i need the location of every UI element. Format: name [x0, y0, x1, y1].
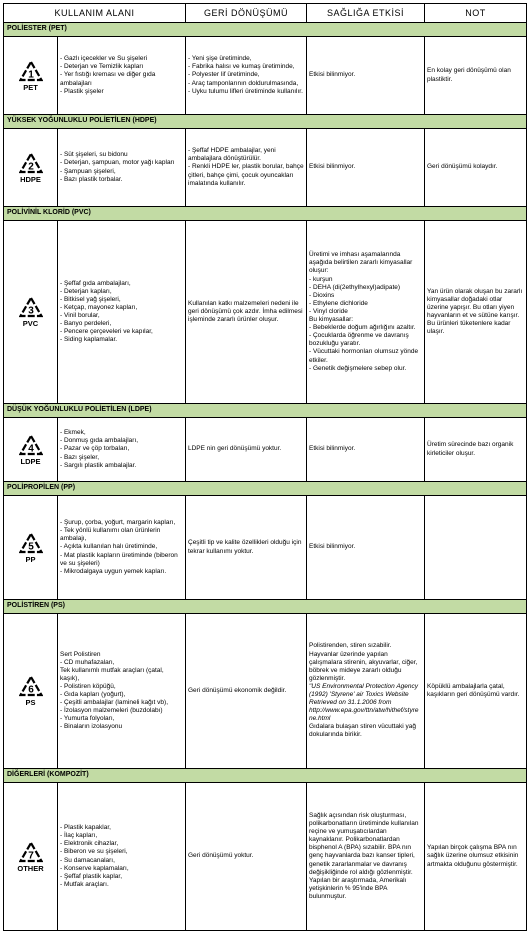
usage-cell-line: - Binaların izolasyonu — [60, 723, 123, 731]
section-title: POLİESTER (PET) — [4, 23, 527, 37]
health-cell-line: - Bebeklerde doğum ağırlığını azaltır. — [309, 324, 416, 332]
recycling-cell-line: LDPE nin geri dönüşümü yoktur. — [188, 445, 282, 453]
resin-code-label: PP — [25, 554, 36, 564]
header-usage: KULLANIM ALANI — [4, 4, 186, 23]
usage-cell-line: - Deterjan, şampuan, motor yağı kapları — [60, 159, 175, 167]
usage-cell-line: - Ketçap, mayonez kapları, — [60, 303, 138, 311]
health-cell-line: "US Environmental Protection Agency (1992) 'Styrene' air Toxics Website Retrieved on 31.1.2006 from http://www.epa.gov/ttn/atw/hithef/styrene.html — [309, 682, 419, 723]
resin-symbol — [4, 496, 58, 600]
health-cell-line: Etkisi bilinmiyor. — [309, 163, 356, 171]
resin-code-label: PVC — [22, 319, 39, 328]
section-title: POLİVİNİL KLORİD (PVC) — [4, 207, 527, 221]
section-title: DİĞERLERİ (KOMPOZİT) — [4, 769, 527, 783]
plastics-table — [3, 3, 527, 931]
resin-code-number: 6 — [27, 684, 34, 696]
health-cell-line: - kurşun — [309, 275, 333, 283]
health-cell — [307, 37, 425, 115]
usage-cell-line: - Yer fıstığı kreması ve diğer gıda ambalajları — [60, 71, 156, 87]
section-row — [4, 23, 527, 37]
usage-cell-line: - Mikrodalgaya uygun yemek kapları. — [60, 567, 167, 575]
usage-cell — [58, 129, 186, 207]
table-row — [4, 418, 527, 482]
usage-cell-line: - Tek yönlü kullanımı olan ürünlerin ambalajı, — [60, 527, 161, 543]
note-cell: Yapılan birçok çalışma BPA nın sağlık üzerine olumsuz etkisinin artmakta olduğunu göstermiştir. — [425, 783, 527, 931]
usage-cell-line: - Biberon ve su şişeleri, — [60, 848, 128, 856]
usage-cell — [58, 37, 186, 115]
note-cell: Yan ürün olarak oluşan bu zararlı kimyasallar doğadaki otlar üzerine yapışır. Bu otları yiyen hayvanların et ve sütüne karışır. Bu ürünleri tüketenlere kadar ulaşır. — [425, 221, 527, 404]
resin-code-number: 3 — [27, 305, 34, 317]
health-cell-line: Gıdalara bulaşan stiren vücuttaki yağ dokularında birikir. — [309, 723, 416, 739]
resin-symbol — [4, 129, 58, 207]
usage-cell-line: - Şampuan şişeleri, — [60, 167, 116, 175]
table-row — [4, 221, 527, 404]
table-row — [4, 37, 527, 115]
resin-code-label: HDPE — [20, 174, 41, 184]
section-row — [4, 600, 527, 614]
recycling-cell-line: - Fabrika halısı ve kumaş üretiminde, — [188, 63, 295, 71]
usage-cell-line: - Plastik kapaklar, — [60, 824, 111, 832]
usage-cell-line: - Sargılı plastik ambalajlar. — [60, 461, 137, 469]
usage-cell-line: - Konserve kaplamaları, — [60, 864, 129, 872]
recycling-cell-line: - Renkli HDPE ler, plastik borular, bahçe çitleri, bahçe çimi, çocuk oyuncakları imalatında kullanılır. — [188, 163, 304, 187]
note-cell: En kolay geri dönüşümü olan plastiktir. — [425, 37, 527, 115]
section-row — [4, 207, 527, 221]
resin-code-number: 7 — [27, 850, 34, 861]
usage-cell-line: - Mat plastik kapların üretiminde (biberon ve su şişeleri) — [60, 551, 178, 567]
recycling-cell — [186, 614, 307, 769]
resin-code-number: 2 — [27, 161, 34, 172]
health-cell-line: - Çocuklarda öğrenme ve davranış bozukluğu yaratır. — [309, 332, 409, 348]
usage-cell-line: - Şurup, çorba, yoğurt, margarin kapları, — [60, 519, 176, 527]
recycle-triangle-icon — [19, 841, 43, 863]
note-cell: Geri dönüşümü kolaydır. — [425, 129, 527, 207]
usage-cell-line: - CD muhafazaları, — [60, 658, 115, 666]
table-row — [4, 496, 527, 600]
health-cell — [307, 418, 425, 482]
resin-symbol — [4, 418, 58, 482]
usage-cell-line: - Ekmek, — [60, 429, 86, 437]
recycling-cell-line: - Araç tamponlarının doldurulmasında, — [188, 79, 299, 87]
recycling-cell — [186, 418, 307, 482]
usage-cell — [58, 418, 186, 482]
usage-cell-line: - Pazar ve çöp torbaları, — [60, 445, 130, 453]
recycle-triangle-icon — [19, 60, 43, 82]
usage-cell-line: - İlaç kapları, — [60, 832, 98, 840]
header-health-effect: SAĞLIĞA ETKİSİ — [307, 4, 425, 23]
health-cell-line: Etkisi bilinmiyor. — [309, 445, 356, 453]
usage-cell-line: - Elektronik cihazlar, — [60, 840, 119, 848]
section-row — [4, 769, 527, 783]
recycling-cell-line: - Yeni şişe üretiminde, — [188, 55, 252, 63]
usage-cell-line: - Deterjan ve Temizlik kapları — [60, 63, 144, 71]
health-cell-line: Bu kimyasallar: — [309, 316, 354, 324]
usage-cell-line: - Gazlı içecekler ve Su şişeleri — [60, 55, 148, 63]
usage-cell-line: - Yumurta folyoları, — [60, 715, 115, 723]
usage-cell-line: - Süt şişeleri, su bidonu — [60, 151, 128, 159]
resin-symbol — [4, 783, 58, 931]
health-cell-line: Etkisi bilinmiyor. — [309, 543, 356, 551]
resin-code-number: 1 — [27, 69, 34, 80]
recycling-cell — [186, 129, 307, 207]
table-row — [4, 614, 527, 769]
health-cell-line: - DEHA (di(2ethylhexyl)adipate) — [309, 283, 401, 291]
recycle-triangle-icon — [19, 152, 43, 174]
health-cell-line: Polistirenden, stiren sızabilir. Hayvanlar üzerinde yapılan çalışmalara stirenin, akyuvarlar, ciğer, böbrek ve mideye zararlı olduğu gözlenmiştir. — [309, 642, 418, 682]
usage-cell-line: - Bitkisel yağ şişeleri, — [60, 295, 121, 303]
usage-cell — [58, 614, 186, 769]
usage-cell-line: - Şeffaf plastik kaplar, — [60, 872, 123, 880]
recycle-triangle-icon — [19, 532, 43, 554]
usage-cell-line: - Mutfak araçları. — [60, 880, 109, 888]
usage-cell — [58, 783, 186, 931]
health-cell-line: Sağlık açısından risk oluşturması, polikarbonatların üretiminde kullanılan reçine ve yumuşatıcılardan kaynaklanır. Polikarbonatlardan bisphenol A (BPA) sızabilir. BPA nın genç hayvanlarda bazı kanser tipleri, genetik zararlanmalar ve davranış değişikliğinde rol aldığı gözlenmiştir. — [309, 811, 419, 876]
resin-symbol — [4, 614, 58, 769]
usage-cell-line: - Bazı şişeler, — [60, 453, 100, 461]
section-row — [4, 115, 527, 129]
section-row — [4, 404, 527, 418]
recycling-cell-line: Çeşitli tip ve kalite özellikleri olduğu için tekrar kullanımı yoktur. — [188, 539, 302, 555]
health-cell — [307, 496, 425, 600]
recycling-cell-line: Geri dönüşümü yoktur. — [188, 852, 254, 860]
header-recycling: GERİ DÖNÜŞÜMÜ — [186, 4, 307, 23]
recycle-triangle-icon — [19, 296, 43, 318]
health-cell — [307, 221, 425, 404]
usage-cell-line: - Gıda kapları (yoğurt), — [60, 691, 126, 698]
usage-cell-line: - Su damacanaları, — [60, 856, 115, 864]
usage-cell-line: - Pencere çerçeveleri ve kapılar, — [60, 328, 153, 336]
usage-cell-line: Tek kullanımlı mutfak araçları (çatal, kaşık), — [60, 666, 164, 682]
usage-cell — [58, 496, 186, 600]
usage-cell-line: - Çeşitli ambalajlar (lamineli kağıt vb), — [60, 699, 169, 707]
recycling-cell — [186, 496, 307, 600]
usage-cell-line: - Donmuş gıda ambalajları, — [60, 437, 139, 445]
resin-code-label: PET — [23, 82, 38, 92]
health-cell-line: - Dioxins — [309, 291, 335, 299]
health-cell-line: Yapılan bir araştırmada, Amerikalı yetişkinlerin % 95'inde BPA bulunmuştur. — [309, 876, 407, 900]
usage-cell-line: - Banyo perdeleri, — [60, 320, 112, 328]
health-cell — [307, 129, 425, 207]
recycling-cell — [186, 37, 307, 115]
usage-cell-line: - Deterjan kapları, — [60, 287, 112, 295]
recycling-cell-line: - Uyku tulumu lifleri üretiminde kullanılır. — [188, 87, 303, 95]
usage-cell-line: - Açıkta kullanılan halı üretiminde, — [60, 543, 158, 551]
resin-code-number: 4 — [27, 443, 34, 454]
usage-cell-line: Sert Polistiren — [60, 650, 101, 658]
recycling-cell — [186, 783, 307, 931]
section-row — [4, 482, 527, 496]
health-cell-line: Üretimi ve imhası aşamalarında aşağıda belirtilen zararlı kimyasallar oluşur: — [309, 251, 413, 275]
recycling-cell-line: - Şeffaf HDPE ambalajlar, yeni ambalajlara dönüştürülür. — [188, 147, 276, 163]
usage-cell-line: - Vinil borular, — [60, 312, 100, 319]
resin-code-label: LDPE — [20, 456, 41, 466]
recycle-triangle-icon — [19, 675, 43, 697]
usage-cell-line: - Bazı plastik torbalar. — [60, 175, 123, 183]
health-cell-line: - Vücuttaki hormonları olumsuz yönde etkiler. — [309, 348, 419, 364]
recycle-triangle-icon — [19, 434, 43, 456]
usage-cell-line: - Siding kaplamalar. — [60, 336, 118, 344]
section-title: YÜKSEK YOĞUNLUKLU POLİETİLEN (HDPE) — [4, 115, 527, 129]
resin-code-label: OTHER — [17, 863, 44, 873]
resin-code-label: PS — [25, 698, 36, 707]
header-note: NOT — [425, 4, 527, 23]
usage-cell — [58, 221, 186, 404]
section-title: DÜŞÜK YOĞUNLUKLU POLİETİLEN (LDPE) — [4, 404, 527, 418]
resin-symbol — [4, 37, 58, 115]
note-cell — [425, 496, 527, 600]
health-cell-line: - Genetik değişmelere sebep olur. — [309, 364, 407, 372]
health-cell-line: Etkisi bilinmiyor. — [309, 71, 356, 79]
recycling-cell-line: - Polyester lif üretiminde, — [188, 71, 260, 79]
resin-code-number: 5 — [27, 541, 34, 552]
health-cell-line: - Vinyl cloride — [309, 307, 348, 315]
usage-cell-line: - İzolasyon malzemeleri (buzdolabı) — [60, 707, 163, 715]
resin-symbol — [4, 221, 58, 404]
recycling-cell — [186, 221, 307, 404]
usage-cell-line: - Şeffaf gıda ambalajları, — [60, 279, 131, 287]
table-row — [4, 783, 527, 931]
health-cell-line: - Ethylene dichloride — [309, 299, 368, 307]
section-title: POLİSTİREN (PS) — [4, 600, 527, 614]
header-row — [4, 4, 527, 23]
section-title: POLİPROPİLEN (PP) — [4, 482, 527, 496]
usage-cell-line: - Plastik şişeler — [60, 87, 104, 95]
table-row — [4, 129, 527, 207]
health-cell — [307, 783, 425, 931]
usage-cell-line: - Polistiren köpüğü, — [60, 682, 116, 690]
recycling-cell-line: Kullanılan katkı malzemeleri nedeni ile geri dönüşümü çok azdır. İmha edilmesi işleminde zararlı ürünler oluşur. — [188, 299, 303, 324]
health-cell — [307, 614, 425, 769]
recycling-cell-line: Geri dönüşümü ekonomik değildir. — [188, 686, 287, 694]
note-cell: Üretim sürecinde bazı organik kirleticiler oluşur. — [425, 418, 527, 482]
note-cell: Köpüklü ambalajlarla çatal, kaşıkların geri dönüşümü vardır. — [425, 614, 527, 769]
